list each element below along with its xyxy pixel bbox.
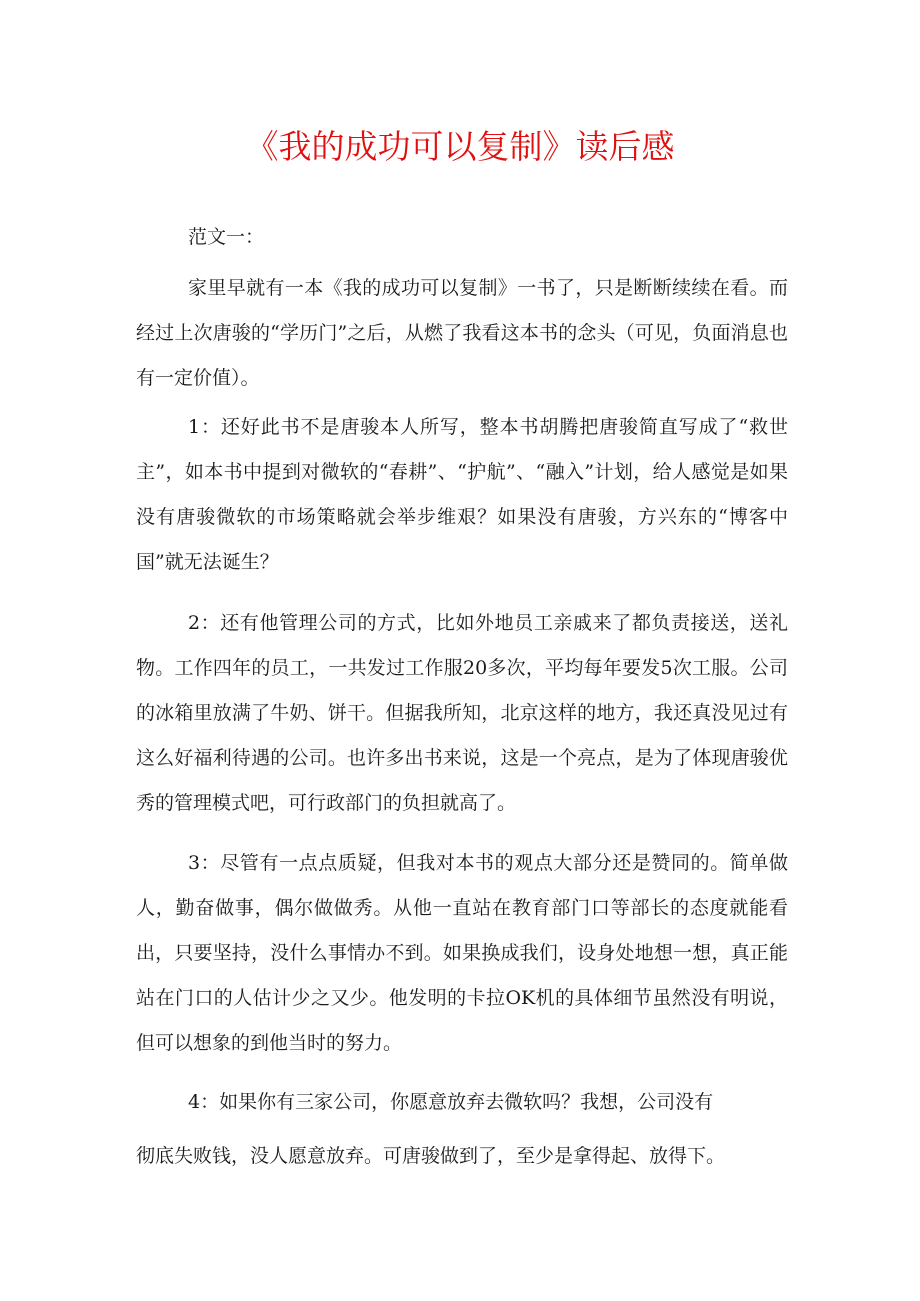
paragraph-point-4-line-1: 4：如果你有三家公司，你愿意放弃去微软吗？我想，公司没有 bbox=[188, 1091, 714, 1113]
document-title: 《我的成功可以复制》读后感 bbox=[245, 127, 675, 166]
paragraph-point-3: 3：尽管有一点点质疑，但我对本书的观点大部分还是赞同的。简单做人，勤奋做事，偶尔做做秀。从他一直站在教育部门口等部长的态度就能看出，只要坚持，没什么事情办不到。如果换成我们，设身处地想一想，真正能站在门口的人估计少之又少。他发明的卡拉OK机的具体细节虽然没有明说，但可以想象的到他当时的努力。 bbox=[136, 852, 788, 1054]
paragraph-intro: 家里早就有一本《我的成功可以复制》一书了，只是断断续续在看。而经过上次唐骏的“学历门”之后，从燃了我看这本书的念头（可见，负面消息也有一定价值）。 bbox=[136, 277, 788, 389]
section-label: 范文一： bbox=[188, 226, 265, 248]
paragraph-point-1: 1：还好此书不是唐骏本人所写，整本书胡腾把唐骏简直写成了“救世主”，如本书中提到对微软的“春耕”、“护航”、“融入”计划，给人感觉是如果没有唐骏微软的市场策略就会举步维艰？如果没有唐骏，方兴东的“博客中国”就无法诞生？ bbox=[136, 416, 788, 573]
paragraph-point-4-line-2: 彻底失败钱，没人愿意放弃。可唐骏做到了，至少是拿得起、放得下。 bbox=[136, 1145, 726, 1167]
paragraph-point-2: 2：还有他管理公司的方式，比如外地员工亲戚来了都负责接送，送礼物。工作四年的员工，一共发过工作服20多次，平均每年要发5次工服。公司的冰箱里放满了牛奶、饼干。但据我所知，北京这样的地方，我还真没见过有这么好福利待遇的公司。也许多出书来说，这是一个亮点，是为了体现唐骏优秀的管理模式吧，可行政部门的负担就高了。 bbox=[136, 612, 788, 814]
